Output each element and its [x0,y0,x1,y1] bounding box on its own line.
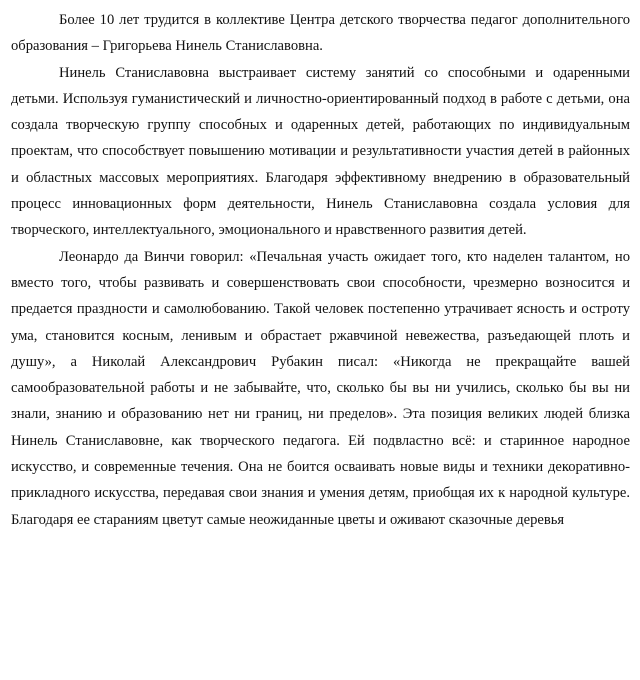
paragraph-1: Более 10 лет трудится в коллективе Центра детского творчества педагог дополнительного образования – Григорьева Нинель Станиславовна. [11,12,630,55]
paragraph-2: Нинель Станиславовна выстраивает систему занятий со способными и одаренными детьми. Используя гуманистический и личностно-ориентированный подход в работе с детьми, она создала творческую группу способных и одаренных детей, работающих по индивидуальным проектам, что способствует повышению мотивации и результативности участия детей в районных и областных массовых мероприятиях. Благодаря эффективному внедрению в образовательный процесс инновационных форм деятельности, Нинель Станиславовна создала условия для творческого, интеллектуального, эмоционального и нравственного развития детей. [11,64,630,239]
paragraph-3: Леонардо да Винчи говорил: «Печальная участь ожидает того, кто наделен талантом, но вместо того, чтобы развивать и совершенствовать свои способности, чрезмерно возносится и предается праздности и самолюбованию. Такой человек постепенно утрачивает ясность и остроту ума, становится косным, ленивым и обрастает ржавчиной невежества, разъедающей плоть и душу», а Николай Александрович Рубакин писал: «Никогда не прекращайте вашей самообразовательной работы и не забывайте, что, сколько бы вы ни учились, сколько бы вы ни знали, знанию и образованию нет ни границ, ни пределов». Эта позиция великих людей близка Нинель Станиславовне, как творческого педагога. Ей подвластно всё: и старинное народное искусство, и современные течения. Она не боится осваивать новые виды и техники декоративно-прикладного искусства, передавая свои знания и умения детям, приобщая их к народной культуре. Благодаря ее стараниям цветут самые неожиданные цветы и оживают сказочные деревья [11,248,630,528]
